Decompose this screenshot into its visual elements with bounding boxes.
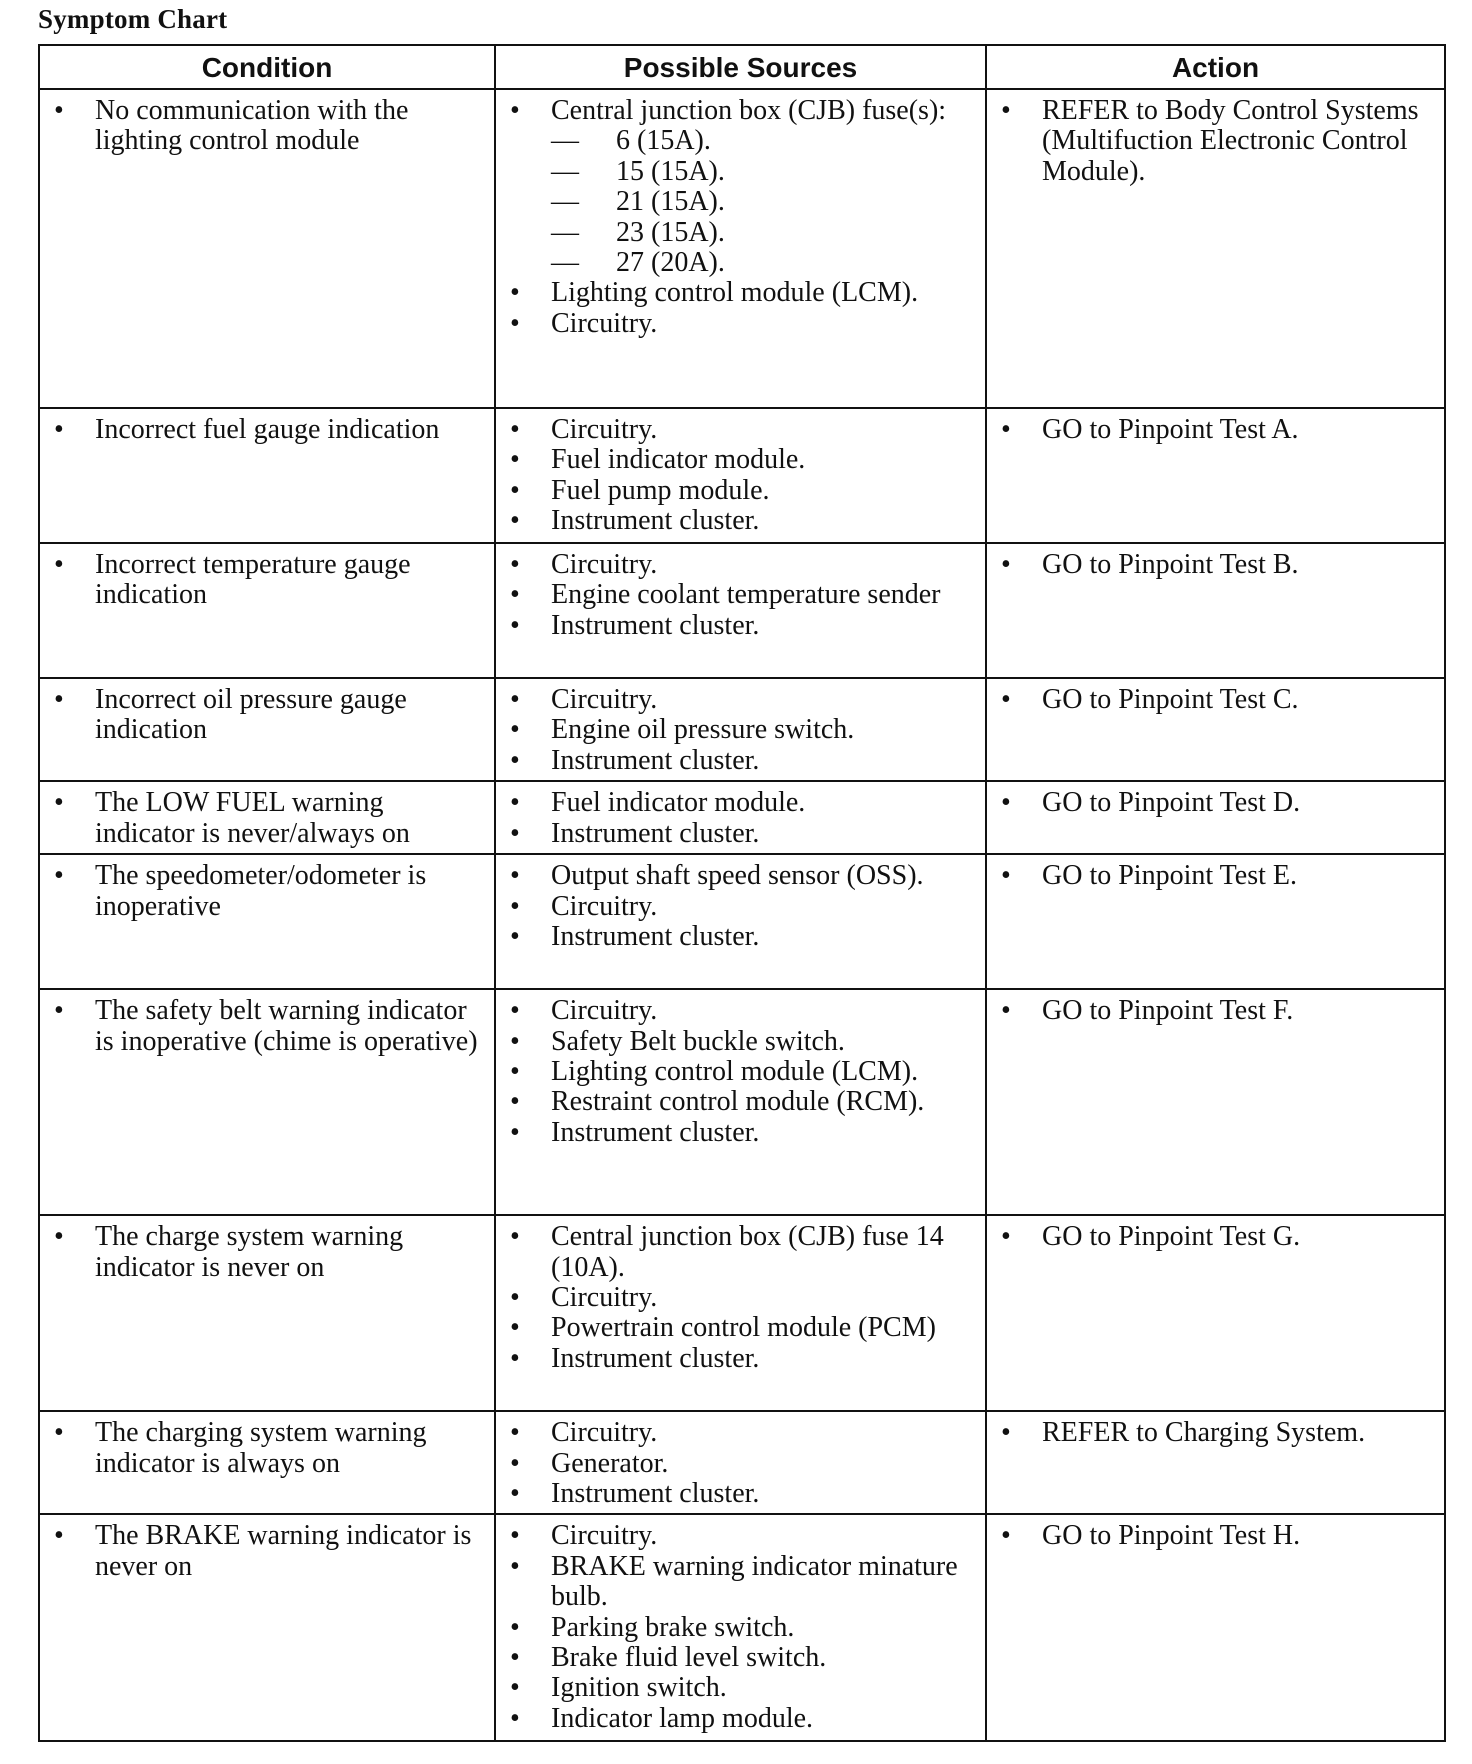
table-row [39, 1411, 1445, 1514]
source-item: • Instrument cluster. [496, 1479, 975, 1509]
source-item: • Circuitry. [496, 309, 975, 339]
action-text: • GO to Pinpoint Test D. [987, 788, 1434, 818]
condition-cell [39, 543, 495, 678]
source-item: • Safety Belt buckle switch. [496, 1027, 975, 1057]
action-text: • REFER to Body Control Systems (Multifuction Electronic Control Module). [987, 96, 1434, 187]
source-item: • Instrument cluster. [496, 1118, 975, 1148]
action-cell [986, 1514, 1445, 1741]
action-cell [986, 1215, 1445, 1411]
sources-cell [495, 678, 986, 781]
action-text: • GO to Pinpoint Test C. [987, 685, 1434, 715]
condition-text: • Incorrect temperature gauge indication [40, 550, 484, 611]
condition-text: • The BRAKE warning indicator is never on [40, 1521, 484, 1582]
fuse-item: — 6 (15A). [551, 126, 975, 156]
header-action: Action [986, 45, 1445, 89]
table-header-row [39, 45, 1445, 89]
condition-text: • The safety belt warning indicator is inoperative (chime is operative) [40, 996, 484, 1057]
condition-cell [39, 1215, 495, 1411]
action-text: • GO to Pinpoint Test H. [987, 1521, 1434, 1551]
source-item [496, 96, 975, 278]
table-row [39, 678, 1445, 781]
source-item: • Circuitry. [496, 996, 975, 1026]
table-row [39, 989, 1445, 1215]
action-text: • GO to Pinpoint Test F. [987, 996, 1434, 1026]
sources-cell [495, 1215, 986, 1411]
table-row [39, 854, 1445, 989]
condition-cell [39, 408, 495, 543]
source-item: • BRAKE warning indicator minature bulb. [496, 1552, 975, 1613]
condition-text: • Incorrect oil pressure gauge indication [40, 685, 484, 746]
source-item: • Instrument cluster. [496, 746, 975, 776]
sources-cell [495, 89, 986, 408]
sources-cell [495, 543, 986, 678]
action-cell [986, 1411, 1445, 1514]
source-text: Central junction box (CJB) fuse(s): [551, 95, 947, 126]
action-text: • GO to Pinpoint Test E. [987, 861, 1434, 891]
source-item: • Fuel indicator module. [496, 788, 975, 818]
symptom-chart-table [38, 44, 1446, 1742]
table-row [39, 781, 1445, 854]
action-cell [986, 854, 1445, 989]
source-item: • Instrument cluster. [496, 922, 975, 952]
source-item: • Circuitry. [496, 415, 975, 445]
source-item: • Instrument cluster. [496, 611, 975, 641]
action-text: • GO to Pinpoint Test A. [987, 415, 1434, 445]
action-text: • GO to Pinpoint Test B. [987, 550, 1434, 580]
header-possible-sources: Possible Sources [495, 45, 986, 89]
condition-cell [39, 989, 495, 1215]
condition-cell [39, 89, 495, 408]
fuse-item: — 27 (20A). [551, 248, 975, 278]
sources-cell [495, 781, 986, 854]
action-text: • REFER to Charging System. [987, 1418, 1434, 1448]
source-item: • Circuitry. [496, 1521, 975, 1551]
action-cell [986, 89, 1445, 408]
condition-cell [39, 1514, 495, 1741]
source-item: • Circuitry. [496, 685, 975, 715]
source-item: • Engine coolant temperature sender [496, 580, 975, 610]
source-item: • Circuitry. [496, 892, 975, 922]
source-item: • Powertrain control module (PCM) [496, 1313, 975, 1343]
page-title: Symptom Chart [38, 4, 228, 34]
condition-text: • No communication with the lighting control module [40, 96, 484, 157]
source-item: • Fuel pump module. [496, 476, 975, 506]
table-row [39, 1514, 1445, 1741]
action-text: • GO to Pinpoint Test G. [987, 1222, 1434, 1252]
condition-text: • The charge system warning indicator is never on [40, 1222, 484, 1283]
action-cell [986, 408, 1445, 543]
fuse-item: — 15 (15A). [551, 157, 975, 187]
source-item: • Lighting control module (LCM). [496, 278, 975, 308]
sources-cell [495, 1411, 986, 1514]
sources-cell [495, 989, 986, 1215]
source-item: • Indicator lamp module. [496, 1704, 975, 1734]
sources-cell [495, 1514, 986, 1741]
source-item: • Instrument cluster. [496, 819, 975, 849]
source-item: • Circuitry. [496, 1283, 975, 1313]
source-item: • Circuitry. [496, 550, 975, 580]
condition-text: • Incorrect fuel gauge indication [40, 415, 484, 445]
condition-cell [39, 1411, 495, 1514]
table-row [39, 1215, 1445, 1411]
condition-text: • The speedometer/odometer is inoperative [40, 861, 484, 922]
sources-cell [495, 854, 986, 989]
sources-cell [495, 408, 986, 543]
fuse-item: — 21 (15A). [551, 187, 975, 217]
source-item: • Fuel indicator module. [496, 445, 975, 475]
action-cell [986, 781, 1445, 854]
source-item: • Lighting control module (LCM). [496, 1057, 975, 1087]
source-item: • Parking brake switch. [496, 1613, 975, 1643]
source-item: • Instrument cluster. [496, 1344, 975, 1374]
action-cell [986, 989, 1445, 1215]
action-cell [986, 543, 1445, 678]
condition-text: • The LOW FUEL warning indicator is never/always on [40, 788, 484, 849]
condition-text: • The charging system warning indicator is always on [40, 1418, 484, 1479]
table-row [39, 89, 1445, 408]
source-item: • Restraint control module (RCM). [496, 1087, 975, 1117]
action-cell [986, 678, 1445, 781]
fuse-item: — 23 (15A). [551, 218, 975, 248]
source-item: • Generator. [496, 1449, 975, 1479]
table-row [39, 408, 1445, 543]
source-item: • Central junction box (CJB) fuse 14 (10A). [496, 1222, 975, 1283]
source-item: • Output shaft speed sensor (OSS). [496, 861, 975, 891]
header-condition: Condition [39, 45, 495, 89]
table-row [39, 543, 1445, 678]
condition-cell [39, 854, 495, 989]
source-item: • Ignition switch. [496, 1673, 975, 1703]
source-item: • Instrument cluster. [496, 506, 975, 536]
source-item: • Brake fluid level switch. [496, 1643, 975, 1673]
source-item: • Circuitry. [496, 1418, 975, 1448]
source-item: • Engine oil pressure switch. [496, 715, 975, 745]
condition-cell [39, 781, 495, 854]
condition-cell [39, 678, 495, 781]
